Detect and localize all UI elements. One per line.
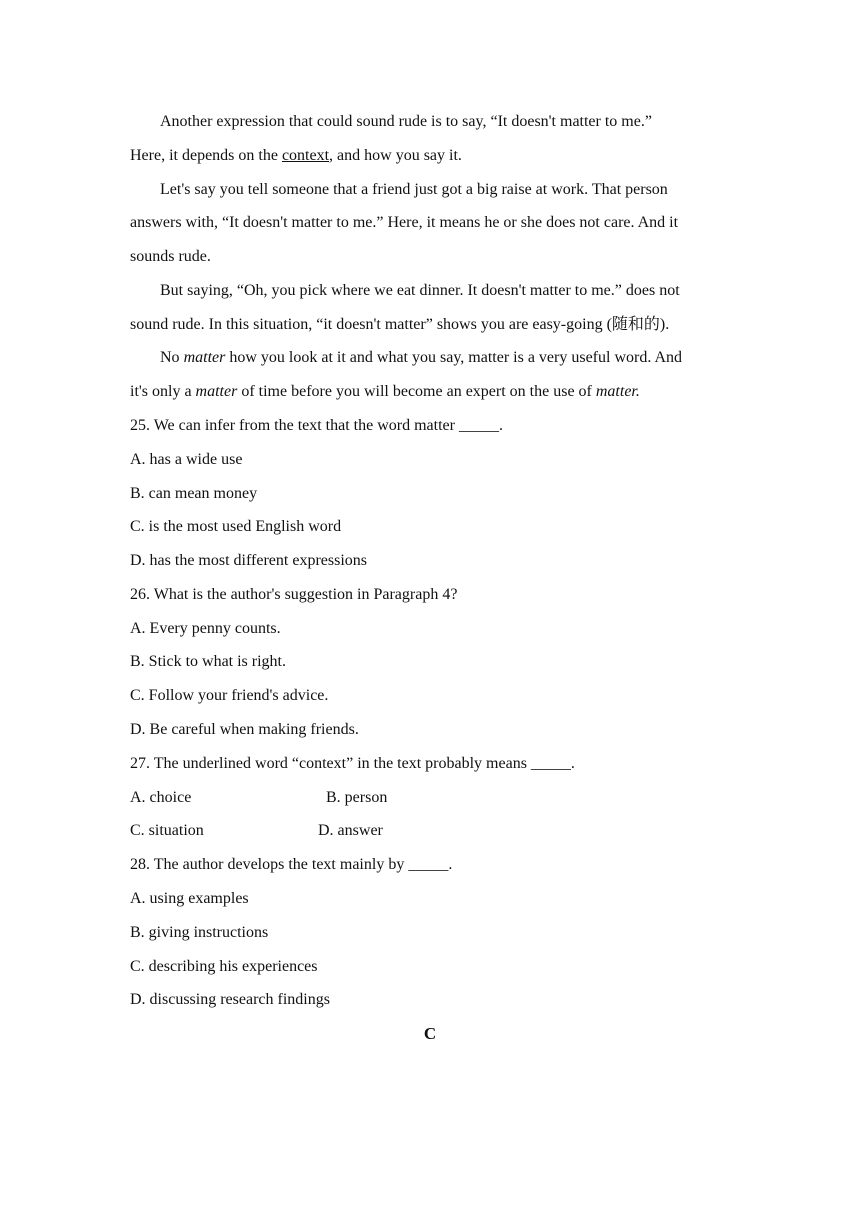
text-segment: it's only a <box>130 383 196 400</box>
italic-word: matter <box>195 383 238 400</box>
passage-p2-line2: answers with, “It doesn't matter to me.” Here, it means he or she does not care. And it <box>130 214 679 231</box>
section-label: C <box>423 1024 437 1043</box>
passage-p1-line2 <box>130 146 462 166</box>
passage-p3-line2: sound rude. In this situation, “it doesn't matter” shows you are easy-going (随和的). <box>130 316 670 333</box>
question-27-stem: 27. The underlined word “context” in the text probably means _____. <box>130 755 575 772</box>
question-26-option-c: C. Follow your friend's advice. <box>130 687 329 704</box>
italic-word: matter. <box>595 383 640 400</box>
question-25-option-b: B. can mean money <box>130 485 258 502</box>
text-segment: , and how you say it. <box>329 147 462 164</box>
question-26-stem: 26. What is the author's suggestion in Paragraph 4? <box>130 586 458 603</box>
text-segment: No <box>160 349 184 366</box>
question-27-option-c: C. situation <box>130 822 204 839</box>
question-25-option-c: C. is the most used English word <box>130 518 342 535</box>
question-25-stem: 25. We can infer from the text that the word matter _____. <box>130 417 503 434</box>
question-26-option-b: B. Stick to what is right. <box>130 653 286 670</box>
question-27-option-d: D. answer <box>318 822 383 839</box>
text-segment: how you look at it and what you say, matter is a very useful word. And <box>225 349 682 366</box>
passage-p2-line1: Let's say you tell someone that a friend just got a big raise at work. That person <box>160 181 668 198</box>
text-segment: Here, it depends on the <box>130 147 282 164</box>
italic-word: matter <box>183 349 226 366</box>
question-26-option-a: A. Every penny counts. <box>130 620 281 637</box>
text-segment: of time before you will become an expert on the use of <box>237 383 596 400</box>
question-28-option-a: A. using examples <box>130 890 249 907</box>
question-28-option-d: D. discussing research findings <box>130 991 330 1008</box>
underlined-word-context: context <box>281 147 330 164</box>
question-28-stem: 28. The author develops the text mainly by _____. <box>130 856 453 873</box>
question-25-option-d: D. has the most different expressions <box>130 552 367 569</box>
passage-p4-line2 <box>130 382 640 402</box>
question-25-option-a: A. has a wide use <box>130 451 243 468</box>
question-26-option-d: D. Be careful when making friends. <box>130 721 359 738</box>
question-28-option-c: C. describing his experiences <box>130 958 318 975</box>
question-28-option-b: B. giving instructions <box>130 924 269 941</box>
passage-p2-line3: sounds rude. <box>130 248 211 265</box>
question-27-option-b: B. person <box>326 789 388 806</box>
passage-p1-line1: Another expression that could sound rude is to say, “It doesn't matter to me.” <box>160 113 652 130</box>
question-27-option-a: A. choice <box>130 789 192 806</box>
passage-p3-line1: But saying, “Oh, you pick where we eat dinner. It doesn't matter to me.” does not <box>160 282 680 299</box>
passage-p4-line1 <box>160 348 682 368</box>
